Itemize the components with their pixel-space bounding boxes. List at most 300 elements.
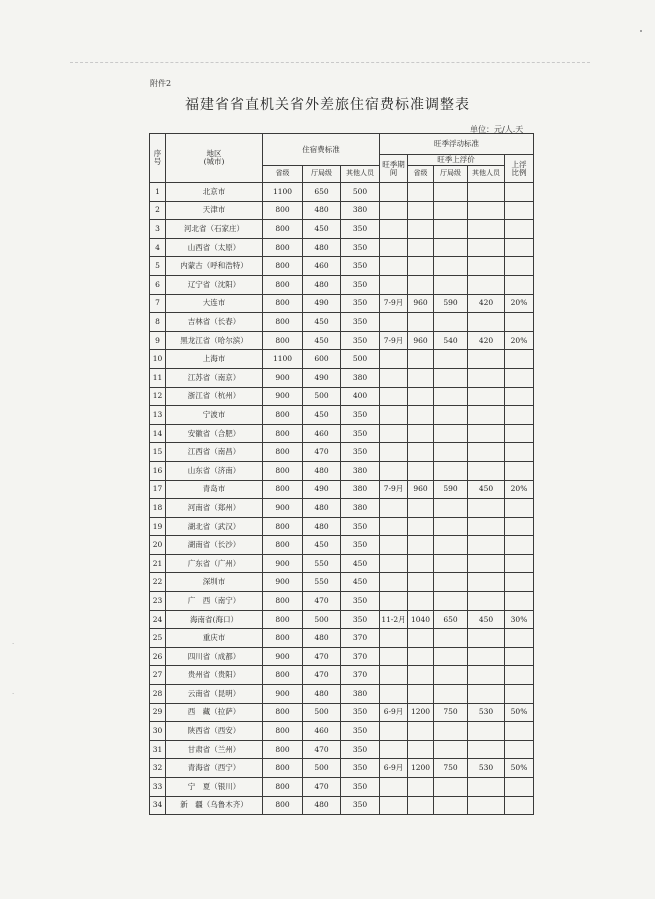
table-row bbox=[150, 703, 534, 722]
row-peak-bureau bbox=[434, 647, 468, 666]
row-peak-provincial bbox=[408, 183, 434, 202]
row-ratio bbox=[505, 201, 534, 220]
row-std-provincial: 800 bbox=[263, 443, 303, 462]
row-region: 安徽省（合肥） bbox=[166, 424, 263, 443]
header-peak-other: 其他人员 bbox=[468, 166, 505, 183]
row-std-other: 370 bbox=[341, 666, 380, 685]
row-peak-other bbox=[468, 313, 505, 332]
row-peak-bureau bbox=[434, 220, 468, 239]
row-peak-other bbox=[468, 722, 505, 741]
document-title: 福建省省直机关省外差旅住宿费标准调整表 bbox=[185, 97, 470, 113]
row-peak-other bbox=[468, 220, 505, 239]
row-peak-period: 7-9月 bbox=[380, 331, 408, 350]
row-std-provincial: 900 bbox=[263, 685, 303, 704]
row-std-other: 350 bbox=[341, 722, 380, 741]
row-peak-period bbox=[380, 257, 408, 276]
row-no: 21 bbox=[150, 554, 166, 573]
row-no: 22 bbox=[150, 573, 166, 592]
row-std-bureau: 480 bbox=[303, 461, 341, 480]
row-ratio bbox=[505, 350, 534, 369]
row-std-other: 380 bbox=[341, 480, 380, 499]
row-std-provincial: 800 bbox=[263, 275, 303, 294]
row-peak-period bbox=[380, 796, 408, 815]
row-std-other: 370 bbox=[341, 647, 380, 666]
table-row bbox=[150, 331, 534, 350]
row-region: 江苏省（南京） bbox=[166, 368, 263, 387]
table-row bbox=[150, 275, 534, 294]
row-ratio bbox=[505, 368, 534, 387]
row-ratio bbox=[505, 424, 534, 443]
row-std-bureau: 500 bbox=[303, 759, 341, 778]
table-row bbox=[150, 796, 534, 815]
row-peak-period bbox=[380, 629, 408, 648]
row-region: 甘肃省（兰州） bbox=[166, 740, 263, 759]
row-ratio bbox=[505, 554, 534, 573]
row-region: 浙江省（杭州） bbox=[166, 387, 263, 406]
row-peak-bureau: 590 bbox=[434, 294, 468, 313]
row-peak-period bbox=[380, 592, 408, 611]
table-row bbox=[150, 610, 534, 629]
row-std-bureau: 480 bbox=[303, 499, 341, 518]
row-std-provincial: 800 bbox=[263, 666, 303, 685]
row-peak-bureau bbox=[434, 629, 468, 648]
row-peak-bureau bbox=[434, 778, 468, 797]
row-peak-provincial bbox=[408, 238, 434, 257]
row-std-bureau: 470 bbox=[303, 592, 341, 611]
row-std-other: 370 bbox=[341, 629, 380, 648]
row-peak-bureau bbox=[434, 685, 468, 704]
row-ratio: 30% bbox=[505, 610, 534, 629]
row-peak-provincial: 960 bbox=[408, 480, 434, 499]
row-peak-bureau: 540 bbox=[434, 331, 468, 350]
row-region: 深圳市 bbox=[166, 573, 263, 592]
row-peak-bureau bbox=[434, 536, 468, 555]
row-peak-bureau bbox=[434, 517, 468, 536]
row-no: 8 bbox=[150, 313, 166, 332]
row-std-bureau: 500 bbox=[303, 610, 341, 629]
row-peak-other bbox=[468, 406, 505, 425]
row-peak-bureau bbox=[434, 796, 468, 815]
row-peak-bureau bbox=[434, 368, 468, 387]
row-peak-period bbox=[380, 517, 408, 536]
row-peak-provincial bbox=[408, 685, 434, 704]
row-peak-other bbox=[468, 275, 505, 294]
row-peak-period bbox=[380, 499, 408, 518]
row-std-bureau: 550 bbox=[303, 573, 341, 592]
row-region: 河北省（石家庄） bbox=[166, 220, 263, 239]
row-peak-period bbox=[380, 573, 408, 592]
row-std-bureau: 460 bbox=[303, 722, 341, 741]
row-region: 大连市 bbox=[166, 294, 263, 313]
row-peak-provincial bbox=[408, 257, 434, 276]
header-standard: 住宿费标准 bbox=[263, 134, 380, 166]
row-region: 北京市 bbox=[166, 183, 263, 202]
row-peak-period bbox=[380, 313, 408, 332]
row-std-other: 350 bbox=[341, 796, 380, 815]
row-std-provincial: 800 bbox=[263, 313, 303, 332]
row-peak-period bbox=[380, 536, 408, 555]
row-ratio bbox=[505, 647, 534, 666]
table-row bbox=[150, 759, 534, 778]
row-no: 18 bbox=[150, 499, 166, 518]
row-std-bureau: 490 bbox=[303, 368, 341, 387]
table-row bbox=[150, 201, 534, 220]
table-row bbox=[150, 220, 534, 239]
row-no: 9 bbox=[150, 331, 166, 350]
row-peak-other bbox=[468, 443, 505, 462]
row-peak-provincial bbox=[408, 350, 434, 369]
row-peak-period bbox=[380, 368, 408, 387]
row-peak-bureau bbox=[434, 499, 468, 518]
table-row bbox=[150, 592, 534, 611]
row-peak-period bbox=[380, 238, 408, 257]
row-peak-other: 420 bbox=[468, 331, 505, 350]
header-seq-text: 序号 bbox=[153, 149, 162, 166]
row-std-provincial: 800 bbox=[263, 629, 303, 648]
row-peak-bureau: 650 bbox=[434, 610, 468, 629]
row-std-bureau: 480 bbox=[303, 275, 341, 294]
row-std-other: 450 bbox=[341, 573, 380, 592]
row-peak-provincial bbox=[408, 443, 434, 462]
header-peak-period-text: 旺季期间 bbox=[382, 159, 405, 177]
row-peak-provincial: 1200 bbox=[408, 759, 434, 778]
row-std-other: 350 bbox=[341, 257, 380, 276]
row-std-bureau: 480 bbox=[303, 796, 341, 815]
row-region: 新 疆（乌鲁木齐） bbox=[166, 796, 263, 815]
row-peak-other bbox=[468, 629, 505, 648]
row-peak-provincial bbox=[408, 647, 434, 666]
row-ratio bbox=[505, 406, 534, 425]
row-std-provincial: 900 bbox=[263, 647, 303, 666]
row-region: 重庆市 bbox=[166, 629, 263, 648]
row-peak-bureau: 750 bbox=[434, 759, 468, 778]
header-peak-period bbox=[380, 155, 408, 183]
header-ratio-text: 上浮比例 bbox=[511, 159, 527, 177]
row-region: 辽宁省（沈阳） bbox=[166, 275, 263, 294]
row-peak-other bbox=[468, 592, 505, 611]
table-row bbox=[150, 499, 534, 518]
row-peak-other bbox=[468, 685, 505, 704]
row-peak-period bbox=[380, 350, 408, 369]
table-row bbox=[150, 778, 534, 797]
row-std-bureau: 490 bbox=[303, 480, 341, 499]
row-ratio bbox=[505, 220, 534, 239]
row-peak-provincial: 960 bbox=[408, 294, 434, 313]
row-ratio bbox=[505, 387, 534, 406]
row-peak-bureau bbox=[434, 592, 468, 611]
row-std-bureau: 450 bbox=[303, 331, 341, 350]
row-std-provincial: 800 bbox=[263, 480, 303, 499]
row-peak-other bbox=[468, 387, 505, 406]
row-peak-provincial bbox=[408, 406, 434, 425]
row-no: 5 bbox=[150, 257, 166, 276]
row-std-bureau: 470 bbox=[303, 740, 341, 759]
row-peak-other bbox=[468, 201, 505, 220]
row-std-provincial: 800 bbox=[263, 610, 303, 629]
row-std-other: 350 bbox=[341, 275, 380, 294]
row-std-bureau: 480 bbox=[303, 517, 341, 536]
row-peak-bureau: 750 bbox=[434, 703, 468, 722]
row-no: 13 bbox=[150, 406, 166, 425]
table-row bbox=[150, 573, 534, 592]
row-std-other: 350 bbox=[341, 220, 380, 239]
row-peak-other bbox=[468, 778, 505, 797]
row-region: 贵州省（贵阳） bbox=[166, 666, 263, 685]
row-peak-period bbox=[380, 183, 408, 202]
row-no: 11 bbox=[150, 368, 166, 387]
row-peak-bureau bbox=[434, 238, 468, 257]
row-peak-bureau: 590 bbox=[434, 480, 468, 499]
row-region: 吉林省（长春） bbox=[166, 313, 263, 332]
row-peak-other bbox=[468, 461, 505, 480]
row-region: 山东省（济南） bbox=[166, 461, 263, 480]
row-no: 27 bbox=[150, 666, 166, 685]
scan-dot-right bbox=[640, 30, 642, 32]
row-peak-provincial: 1040 bbox=[408, 610, 434, 629]
row-std-other: 450 bbox=[341, 554, 380, 573]
row-peak-provincial bbox=[408, 536, 434, 555]
row-peak-period bbox=[380, 554, 408, 573]
row-ratio bbox=[505, 238, 534, 257]
row-ratio bbox=[505, 517, 534, 536]
row-std-other: 350 bbox=[341, 443, 380, 462]
row-peak-bureau bbox=[434, 554, 468, 573]
table-row bbox=[150, 740, 534, 759]
row-std-provincial: 900 bbox=[263, 573, 303, 592]
row-std-other: 380 bbox=[341, 461, 380, 480]
row-std-provincial: 800 bbox=[263, 424, 303, 443]
row-region: 海南省(海口） bbox=[166, 610, 263, 629]
row-std-provincial: 800 bbox=[263, 406, 303, 425]
table-row bbox=[150, 480, 534, 499]
row-peak-provincial bbox=[408, 592, 434, 611]
row-region: 江西省（南昌） bbox=[166, 443, 263, 462]
row-region: 云南省（昆明） bbox=[166, 685, 263, 704]
row-ratio bbox=[505, 740, 534, 759]
row-std-bureau: 450 bbox=[303, 406, 341, 425]
header-peak-price: 旺季上浮价 bbox=[408, 155, 505, 166]
row-peak-other bbox=[468, 424, 505, 443]
row-std-other: 380 bbox=[341, 368, 380, 387]
row-ratio: 50% bbox=[505, 703, 534, 722]
row-peak-bureau bbox=[434, 722, 468, 741]
row-std-bureau: 500 bbox=[303, 703, 341, 722]
row-std-provincial: 800 bbox=[263, 331, 303, 350]
row-std-bureau: 650 bbox=[303, 183, 341, 202]
row-ratio: 20% bbox=[505, 480, 534, 499]
row-region: 湖北省（武汉） bbox=[166, 517, 263, 536]
row-ratio bbox=[505, 722, 534, 741]
row-std-bureau: 480 bbox=[303, 238, 341, 257]
row-std-bureau: 500 bbox=[303, 387, 341, 406]
row-peak-provincial bbox=[408, 313, 434, 332]
row-std-provincial: 1100 bbox=[263, 183, 303, 202]
table-row bbox=[150, 183, 534, 202]
row-std-other: 350 bbox=[341, 331, 380, 350]
row-no: 23 bbox=[150, 592, 166, 611]
row-ratio bbox=[505, 499, 534, 518]
row-peak-other bbox=[468, 740, 505, 759]
row-ratio bbox=[505, 257, 534, 276]
row-std-other: 380 bbox=[341, 201, 380, 220]
row-region: 宁 夏（银川） bbox=[166, 778, 263, 797]
row-peak-bureau bbox=[434, 666, 468, 685]
row-peak-provincial: 960 bbox=[408, 331, 434, 350]
row-peak-other bbox=[468, 573, 505, 592]
row-std-other: 350 bbox=[341, 778, 380, 797]
row-peak-bureau bbox=[434, 573, 468, 592]
row-std-other: 350 bbox=[341, 424, 380, 443]
header-region-line1: 地区 bbox=[206, 149, 222, 159]
row-peak-other: 530 bbox=[468, 703, 505, 722]
row-std-bureau: 450 bbox=[303, 220, 341, 239]
table-row bbox=[150, 313, 534, 332]
row-std-provincial: 800 bbox=[263, 722, 303, 741]
row-peak-other bbox=[468, 368, 505, 387]
row-ratio bbox=[505, 778, 534, 797]
row-no: 3 bbox=[150, 220, 166, 239]
row-peak-other bbox=[468, 536, 505, 555]
row-peak-other bbox=[468, 517, 505, 536]
row-no: 15 bbox=[150, 443, 166, 462]
row-std-bureau: 470 bbox=[303, 666, 341, 685]
row-std-provincial: 800 bbox=[263, 201, 303, 220]
table-row bbox=[150, 629, 534, 648]
table-row bbox=[150, 536, 534, 555]
row-std-bureau: 600 bbox=[303, 350, 341, 369]
row-region: 四川省（成都） bbox=[166, 647, 263, 666]
row-ratio bbox=[505, 573, 534, 592]
row-peak-period bbox=[380, 685, 408, 704]
row-peak-period: 6-9月 bbox=[380, 759, 408, 778]
row-ratio bbox=[505, 313, 534, 332]
row-peak-provincial bbox=[408, 629, 434, 648]
row-peak-period bbox=[380, 443, 408, 462]
row-ratio bbox=[505, 461, 534, 480]
row-std-other: 400 bbox=[341, 387, 380, 406]
row-std-other: 350 bbox=[341, 294, 380, 313]
table-row bbox=[150, 294, 534, 313]
row-ratio bbox=[505, 275, 534, 294]
lodging-standard-table bbox=[149, 133, 534, 815]
row-no: 34 bbox=[150, 796, 166, 815]
row-peak-period: 6-9月 bbox=[380, 703, 408, 722]
row-peak-other bbox=[468, 257, 505, 276]
row-no: 20 bbox=[150, 536, 166, 555]
row-peak-provincial bbox=[408, 666, 434, 685]
row-ratio bbox=[505, 796, 534, 815]
row-peak-period bbox=[380, 778, 408, 797]
row-peak-bureau bbox=[434, 740, 468, 759]
row-peak-other: 530 bbox=[468, 759, 505, 778]
header-region bbox=[166, 134, 263, 183]
row-peak-bureau bbox=[434, 313, 468, 332]
row-std-bureau: 450 bbox=[303, 536, 341, 555]
row-ratio bbox=[505, 443, 534, 462]
row-region: 黑龙江省（哈尔滨） bbox=[166, 331, 263, 350]
header-std-other: 其他人员 bbox=[341, 166, 380, 183]
row-std-provincial: 900 bbox=[263, 554, 303, 573]
row-std-provincial: 800 bbox=[263, 740, 303, 759]
row-peak-bureau bbox=[434, 387, 468, 406]
row-std-bureau: 460 bbox=[303, 424, 341, 443]
table-row bbox=[150, 554, 534, 573]
table-row bbox=[150, 387, 534, 406]
row-ratio: 50% bbox=[505, 759, 534, 778]
header-seq bbox=[150, 134, 166, 183]
table-row bbox=[150, 368, 534, 387]
row-no: 12 bbox=[150, 387, 166, 406]
row-peak-provincial bbox=[408, 554, 434, 573]
row-region: 内蒙古（呼和浩特） bbox=[166, 257, 263, 276]
row-std-bureau: 490 bbox=[303, 294, 341, 313]
row-region: 上海市 bbox=[166, 350, 263, 369]
row-peak-other bbox=[468, 666, 505, 685]
row-peak-bureau bbox=[434, 424, 468, 443]
row-std-provincial: 800 bbox=[263, 592, 303, 611]
row-peak-bureau bbox=[434, 257, 468, 276]
row-region: 陕西省（西安） bbox=[166, 722, 263, 741]
table-row bbox=[150, 517, 534, 536]
row-std-bureau: 550 bbox=[303, 554, 341, 573]
row-peak-bureau bbox=[434, 201, 468, 220]
row-peak-bureau bbox=[434, 443, 468, 462]
row-peak-other bbox=[468, 554, 505, 573]
row-std-provincial: 800 bbox=[263, 796, 303, 815]
row-peak-provincial bbox=[408, 387, 434, 406]
row-ratio bbox=[505, 592, 534, 611]
row-no: 1 bbox=[150, 183, 166, 202]
table-row bbox=[150, 257, 534, 276]
row-peak-provincial: 1200 bbox=[408, 703, 434, 722]
row-no: 7 bbox=[150, 294, 166, 313]
row-peak-period bbox=[380, 461, 408, 480]
table-row bbox=[150, 647, 534, 666]
row-std-bureau: 480 bbox=[303, 629, 341, 648]
row-no: 2 bbox=[150, 201, 166, 220]
row-std-provincial: 900 bbox=[263, 387, 303, 406]
scan-top-line bbox=[70, 62, 590, 63]
row-std-other: 350 bbox=[341, 238, 380, 257]
row-ratio bbox=[505, 183, 534, 202]
row-peak-period bbox=[380, 220, 408, 239]
row-peak-provincial bbox=[408, 368, 434, 387]
row-std-other: 350 bbox=[341, 536, 380, 555]
row-std-provincial: 900 bbox=[263, 499, 303, 518]
row-peak-bureau bbox=[434, 406, 468, 425]
row-region: 西 藏（拉萨） bbox=[166, 703, 263, 722]
header-peak: 旺季浮动标准 bbox=[380, 134, 534, 155]
row-std-provincial: 800 bbox=[263, 536, 303, 555]
row-peak-provincial bbox=[408, 499, 434, 518]
row-peak-provincial bbox=[408, 275, 434, 294]
row-std-provincial: 800 bbox=[263, 778, 303, 797]
row-no: 29 bbox=[150, 703, 166, 722]
row-std-bureau: 480 bbox=[303, 201, 341, 220]
row-peak-other bbox=[468, 499, 505, 518]
row-std-other: 500 bbox=[341, 183, 380, 202]
row-peak-period bbox=[380, 740, 408, 759]
row-peak-bureau bbox=[434, 461, 468, 480]
row-std-provincial: 900 bbox=[263, 368, 303, 387]
row-no: 6 bbox=[150, 275, 166, 294]
row-std-provincial: 800 bbox=[263, 703, 303, 722]
row-peak-period: 11-2月 bbox=[380, 610, 408, 629]
row-peak-period: 7-9月 bbox=[380, 294, 408, 313]
row-std-other: 350 bbox=[341, 759, 380, 778]
unit-label: 单位：元/人.天 bbox=[470, 125, 524, 134]
row-std-provincial: 800 bbox=[263, 461, 303, 480]
